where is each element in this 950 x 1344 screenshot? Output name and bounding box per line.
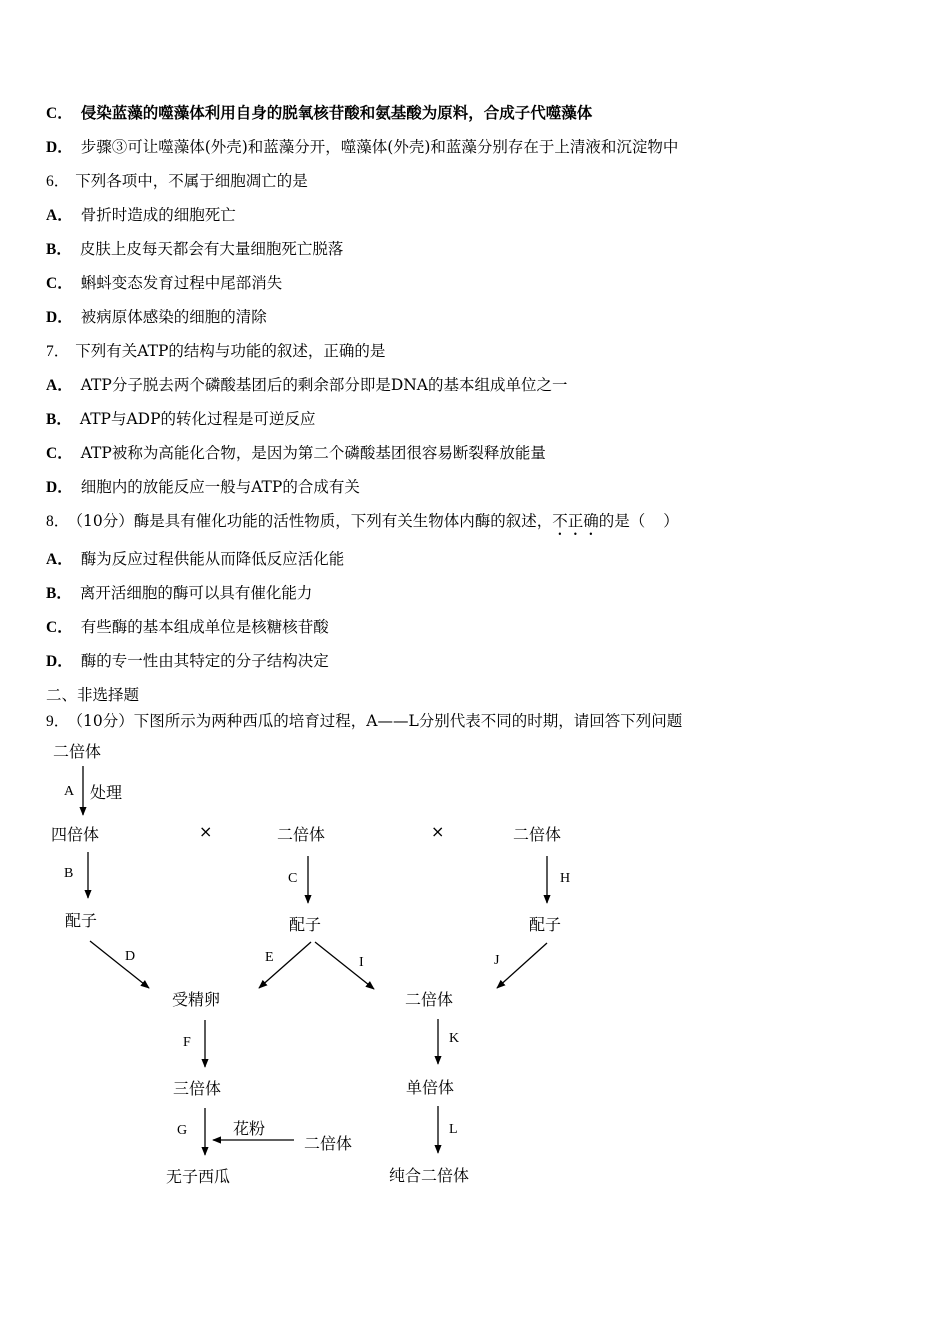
- option-letter: D．: [46, 479, 73, 496]
- option-text: 步骤③可让噬藻体(外壳)和蓝藻分开，噬藻体(外壳)和蓝藻分别存在于上清液和沉淀物中: [80, 138, 679, 156]
- option-text: 酶为反应过程供能从而降低反应活化能: [80, 550, 345, 568]
- diagram-treatment: 处理: [90, 783, 123, 802]
- diagram-diploid-mid: 二倍体: [277, 825, 326, 844]
- label-f: F: [183, 1035, 191, 1050]
- question-close: ）: [663, 512, 679, 530]
- option-text: 酶的专一性由其特定的分子结构决定: [80, 652, 329, 670]
- diagram-gamete-1: 配子: [65, 911, 98, 930]
- option-letter: B．: [46, 241, 72, 258]
- option-text: 皮肤上皮每天都会有大量细胞死亡脱落: [79, 240, 344, 258]
- label-l: L: [449, 1122, 458, 1137]
- option-text: 蝌蚪变态发育过程中尾部消失: [80, 274, 283, 292]
- option-letter: B．: [46, 585, 72, 602]
- diagram-diploid-top: 二倍体: [53, 742, 102, 761]
- label-d: D: [125, 949, 136, 964]
- label-k: K: [449, 1031, 460, 1046]
- diagram-cross-2: ×: [431, 822, 445, 841]
- question-text: 下列有关ATP的结构与功能的叙述，正确的是: [75, 342, 386, 360]
- option-letter: C．: [46, 619, 73, 636]
- label-e: E: [265, 950, 274, 965]
- diagram-pure-diploid: 纯合二倍体: [389, 1166, 470, 1185]
- option-text: ATP分子脱去两个磷酸基团后的剩余部分即是DNA的基本组成单位之一: [80, 376, 568, 394]
- label-g: G: [177, 1123, 188, 1138]
- diagram-seedless-watermelon: 无子西瓜: [166, 1167, 231, 1186]
- option-letter: D．: [46, 309, 73, 326]
- label-j: J: [494, 953, 500, 968]
- option-text: 骨折时造成的细胞死亡: [80, 206, 236, 224]
- label-i: I: [359, 955, 364, 970]
- option-letter: C．: [46, 275, 73, 292]
- diagram-pollen: 花粉: [233, 1119, 266, 1138]
- diagram-diploid-right: 二倍体: [513, 825, 562, 844]
- option-text: 侵染蓝藻的噬藻体利用自身的脱氧核苷酸和氨基酸为原料，合成子代噬藻体: [80, 103, 593, 122]
- label-a: A: [64, 784, 75, 799]
- question-tail: 的是（: [598, 512, 646, 530]
- question-text: 酶是具有催化功能的活性物质，下列有关生物体内酶的叙述，: [133, 512, 553, 530]
- option-letter: D．: [46, 653, 73, 670]
- option-text: ATP与ADP的转化过程是可逆反应: [79, 410, 316, 428]
- section-heading: 二、非选择题: [46, 686, 140, 704]
- arrow-i: [315, 942, 374, 989]
- option-text: ATP被称为高能化合物，是因为第二个磷酸基团很容易断裂释放能量: [80, 444, 546, 462]
- option-text: 细胞内的放能反应一般与ATP的合成有关: [80, 478, 360, 496]
- question-number: 7．: [46, 343, 70, 360]
- question-score: （10分）: [75, 512, 134, 530]
- label-h: H: [560, 871, 571, 886]
- question-score: （10分）: [75, 712, 134, 730]
- option-letter: D．: [46, 139, 73, 156]
- question-number: 8．: [46, 513, 70, 530]
- diagram-haploid: 单倍体: [406, 1078, 455, 1097]
- question-number: 6．: [46, 173, 70, 190]
- arrow-d: [90, 941, 149, 988]
- option-letter: A．: [46, 207, 73, 224]
- diagram-diploid-center: 二倍体: [405, 990, 454, 1009]
- option-letter: B．: [46, 411, 72, 428]
- diagram-diploid-pollen: 二倍体: [304, 1134, 353, 1153]
- diagram-tetraploid: 四倍体: [51, 825, 100, 844]
- question-number: 9．: [46, 713, 70, 730]
- diagram-gamete-2: 配子: [289, 915, 322, 934]
- option-letter: C．: [46, 445, 73, 462]
- question-emphasis: 不正确: [552, 512, 599, 530]
- arrow-j: [497, 943, 547, 988]
- diagram-zygote: 受精卵: [172, 990, 221, 1009]
- option-text: 有些酶的基本组成单位是核糖核苷酸: [80, 618, 329, 636]
- option-letter: A．: [46, 551, 73, 568]
- option-text: 离开活细胞的酶可以具有催化能力: [79, 584, 313, 602]
- diagram-gamete-3: 配子: [529, 915, 562, 934]
- label-c: C: [288, 871, 298, 886]
- question-text: 下图所示为两种西瓜的培育过程，A——L分别代表不同的时期，请回答下列问题: [133, 712, 683, 730]
- question-text: 下列各项中，不属于细胞凋亡的是: [75, 172, 308, 190]
- option-letter: A．: [46, 377, 73, 394]
- option-text: 被病原体感染的细胞的清除: [80, 308, 267, 326]
- diagram-triploid: 三倍体: [173, 1079, 222, 1098]
- label-b: B: [64, 866, 74, 881]
- diagram-cross-1: ×: [199, 822, 213, 841]
- option-letter: C．: [46, 105, 73, 122]
